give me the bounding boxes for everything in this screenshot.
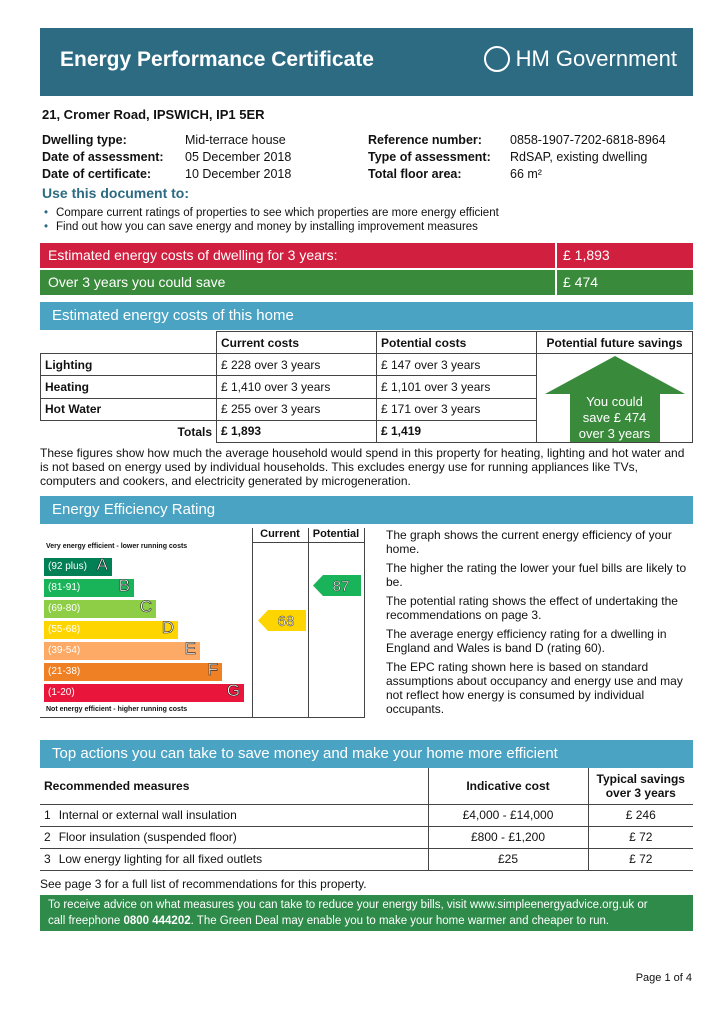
table-row: Recommended measures Indicative cost Typical savings over 3 years	[40, 768, 693, 804]
rating-band-d	[44, 618, 178, 639]
type-assessment: RdSAP, existing dwelling	[510, 150, 648, 164]
date-certificate: 10 December 2018	[185, 167, 292, 181]
chart-top-note: Very energy efficient - lower running costs	[46, 543, 188, 550]
savings-value: £ 474	[555, 270, 598, 295]
rating-band-letter: D	[161, 618, 174, 637]
table-row: 2 Floor insulation (suspended floor) £800 - £1,200 £ 72	[40, 826, 693, 848]
type-assessment-label: Type of assessment:	[368, 150, 491, 164]
rating-band-letter: F	[207, 660, 218, 679]
hm-government-logo: HM Government	[484, 46, 677, 72]
estimated-cost-value: £ 1,893	[555, 243, 610, 268]
use-item-1: • Compare current ratings of properties to see which properties are more energy efficient	[44, 207, 499, 219]
rating-band-range: (1-20)	[48, 687, 75, 698]
details-left-values	[185, 132, 291, 183]
chart-bottom-note: Not energy efficient - higher running costs	[46, 706, 188, 713]
rating-band-b	[44, 576, 134, 597]
header-banner	[40, 28, 693, 96]
costs-table	[40, 331, 693, 443]
current-header: Current	[260, 528, 300, 540]
freephone-number: 0800 444202	[123, 915, 191, 927]
rating-band-letter: B	[118, 576, 130, 595]
current-rating-arrow	[258, 610, 308, 631]
rating-band-g	[44, 681, 244, 702]
table-row: Current costs Potential costs Potential future savings	[41, 332, 693, 354]
costs-note: These figures show how much the average household would spend in this property for heating, lighting and hot water and is not based on energy used by individual households. This excludes energy use for running appliances like TVs, computers and cookers, and electricity generated by microgeneration.	[40, 446, 685, 488]
rating-band-range: (39-54)	[48, 645, 81, 656]
table-row: Hot Water £ 255 over 3 years £ 171 over 3 years	[41, 398, 693, 420]
page-title: Energy Performance Certificate	[60, 48, 374, 71]
actions-table	[40, 768, 693, 871]
rating-band-range: (92 plus)	[48, 561, 87, 572]
property-address: 21, Cromer Road, IPSWICH, IP1 5ER	[42, 107, 265, 122]
see-more-note: See page 3 for a full list of recommendations for this property.	[40, 877, 367, 891]
table-row: Totals £ 1,893 £ 1,419	[41, 420, 693, 442]
date-certificate-label: Date of certificate:	[42, 167, 152, 181]
rating-band-e	[44, 639, 200, 660]
table-row: 3 Low energy lighting for all fixed outlets £25 £ 72	[40, 848, 693, 870]
floor-area-label: Total floor area:	[368, 167, 462, 181]
table-row: Heating £ 1,410 over 3 years £ 1,101 over 3 years	[41, 376, 693, 398]
section-efficiency-title: Energy Efficiency Rating	[40, 496, 693, 524]
current-rating-value: 68	[277, 613, 295, 630]
rating-band-letter: A	[96, 555, 108, 574]
potential-rating-value: 87	[332, 578, 350, 595]
use-item-2: • Find out how you can save energy and money by installing improvement measures	[44, 221, 478, 233]
savings-bar: Over 3 years you could save £ 474	[40, 270, 693, 295]
rating-band-a	[44, 555, 112, 576]
page-number: Page 1 of 4	[635, 972, 692, 984]
savings-arrow-cell	[537, 354, 693, 443]
rating-band-range: (69-80)	[48, 603, 81, 614]
estimated-cost-bar: Estimated energy costs of dwelling for 3 years: £ 1,893	[40, 243, 693, 268]
floor-area: 66 m²	[510, 167, 542, 181]
date-assessment-label: Date of assessment:	[42, 150, 164, 164]
details-left	[42, 132, 164, 183]
potential-rating-arrow	[313, 575, 363, 596]
rating-band-range: (55-68)	[48, 624, 81, 635]
reference-number: 0858-1907-7202-6818-8964	[510, 133, 666, 147]
section-costs-title: Estimated energy costs of this home	[40, 302, 693, 330]
section-actions-title: Top actions you can take to save money and make your home more efficient	[40, 740, 693, 768]
rating-band-range: (21-38)	[48, 666, 81, 677]
dwelling-type: Mid-terrace house	[185, 133, 286, 147]
date-assessment: 05 December 2018	[185, 150, 292, 164]
rating-band-f	[44, 660, 222, 681]
table-row: Lighting £ 228 over 3 years £ 147 over 3 years You could save £ 474 over 3 years	[41, 354, 693, 376]
potential-header: Potential	[312, 528, 360, 540]
savings-arrow-text: You could save £ 474 over 3 years	[578, 394, 651, 441]
reference-label: Reference number:	[368, 133, 482, 147]
use-title: Use this document to:	[42, 185, 190, 201]
efficiency-text: The graph shows the current energy efficiency of your home. The higher the rating the lower your fuel bills are likely to be. The potential rating shows the effect of undertaking the recommendations on page 3. The average energy efficiency rating for a dwelling in England and Wales is band D (rating 60). The EPC rating shown here is based on standard assumptions about occupancy and energy use and may not reflect how energy is consumed by individual occupants.	[386, 528, 687, 716]
dwelling-type-label: Dwelling type:	[42, 133, 127, 147]
bullet-icon: •	[44, 207, 49, 219]
details-right	[368, 132, 491, 183]
details-right-values	[510, 132, 666, 183]
rating-band-range: (81-91)	[48, 582, 81, 593]
crest-icon	[484, 46, 510, 72]
advice-box: To receive advice on what measures you can take to reduce your energy bills, visit www.simpleenergyadvice.org.uk or call freephone 0800 444202. The Green Deal may enable you to make your home warmer and cheaper to run.	[40, 895, 693, 931]
bullet-icon: •	[44, 221, 49, 233]
rating-band-letter: G	[226, 681, 240, 700]
rating-band-c	[44, 597, 156, 618]
table-row: 1 Internal or external wall insulation £4,000 - £14,000 £ 246	[40, 804, 693, 826]
rating-band-letter: E	[184, 639, 196, 658]
rating-band-letter: C	[139, 597, 152, 616]
